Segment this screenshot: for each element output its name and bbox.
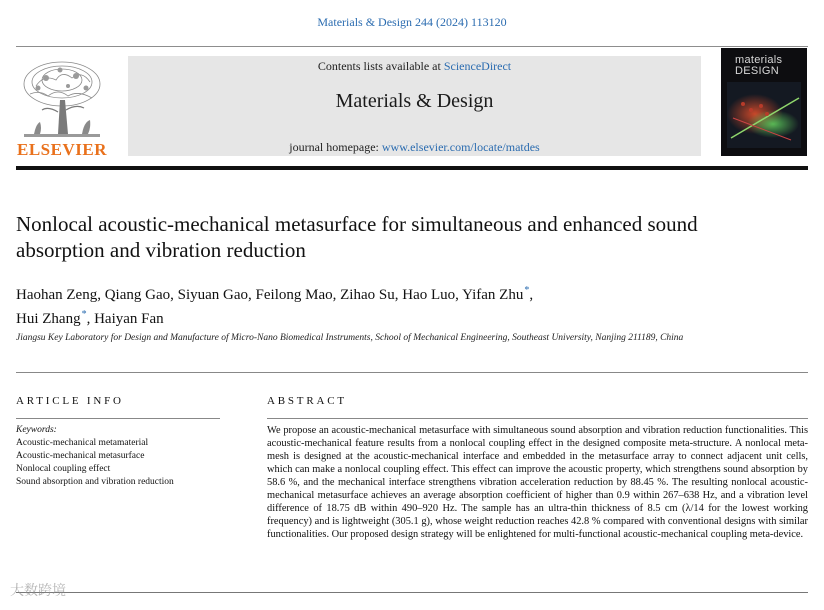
abstract-rule xyxy=(267,418,808,419)
elsevier-logo[interactable] xyxy=(16,56,108,160)
article-info-heading: ARTICLE INFO xyxy=(16,395,124,407)
header-divider xyxy=(16,46,808,47)
cover-title-line1: materials xyxy=(735,54,783,66)
author-separator: , xyxy=(97,287,105,303)
author-separator: , xyxy=(86,311,95,327)
watermark-label: 大数跨境 xyxy=(10,583,66,599)
contents-prefix: Contents lists available at xyxy=(317,59,444,73)
author-separator: , xyxy=(170,287,178,303)
contents-line xyxy=(128,59,701,74)
journal-citation[interactable]: Materials & Design 244 (2024) 113120 xyxy=(317,15,507,29)
author-name[interactable]: Zihao Su xyxy=(340,287,395,303)
article-title: Nonlocal acoustic-mechanical metasurface for simultaneous and enhanced sound absorption and vibration reduction xyxy=(16,212,698,262)
abstract-heading: ABSTRACT xyxy=(267,395,347,407)
cover-title-line2: DESIGN xyxy=(735,65,779,77)
journal-cover-image[interactable] xyxy=(721,48,807,156)
corresponding-author-mark[interactable]: * xyxy=(81,309,87,320)
keyword-item: Nonlocal coupling effect xyxy=(16,464,111,474)
homepage-prefix: journal homepage: xyxy=(289,140,382,154)
article-info-rule xyxy=(16,418,220,419)
author-name[interactable]: Yifan Zhu xyxy=(462,287,524,303)
author-separator: , xyxy=(332,287,341,303)
author-affiliation: Jiangsu Key Laboratory for Design and Manufacture of Micro-Nano Biomedical Instruments, School of Mechanical Engineering, Southeast University, Nanjing 211189, China xyxy=(16,333,684,343)
author-name[interactable]: Hao Luo xyxy=(402,287,456,303)
abstract-text: We propose an acoustic-mechanical metasurface with simultaneous sound absorption and vibration reduction functionalities. This acoustic-mechanical feature results from a nonlocal coupling effect in the designed composite meta-structure. A nonlocal meta-mesh is designed at the acoustic-mechanical interface and embedded in the metasurface array to connect adjacent unit cells, which can make a nonlocal coupling effect. This effect can improve the acoustic property, which strengthens sound absorption by 58.6 %, and the mechanical interface strengthens vibration acceleration reduction by 88.45 %. The resulting nonlocal acoustic-mechanical metasurface achieves an average absorption coefficient of higher than 0.9 within 267–638 Hz, and a vibration level difference of 18.75 dB within 490–920 Hz. The sample has an ultra-thin thickness of 8.5 cm (λ/14 for the lowest working frequency) and is lightweight (305.1 g), whose weight reduction reaches 42.8 % compared with conventional designs with similar functionalities. Our proposed design strategy will be enlightened for multi-functional acoustic-mechanical coupling meta-device. xyxy=(267,425,808,540)
keyword-item: Acoustic-mechanical metamaterial xyxy=(16,438,149,448)
elsevier-wordmark: ELSEVIER xyxy=(17,140,107,159)
author-name[interactable]: Qiang Gao xyxy=(104,287,171,303)
author-name[interactable]: Haohan Zeng xyxy=(16,287,98,303)
section-divider xyxy=(16,372,808,373)
author-name[interactable]: Haiyan Fan xyxy=(94,311,164,327)
author-separator: , xyxy=(248,287,256,303)
journal-homepage-line xyxy=(128,140,701,155)
author-separator: , xyxy=(394,287,403,303)
elsevier-tree-icon xyxy=(16,56,108,140)
header-bottom-rule xyxy=(16,166,808,170)
corresponding-author-mark[interactable]: * xyxy=(524,285,530,296)
author-separator: , xyxy=(529,287,534,303)
journal-header xyxy=(128,56,701,156)
footer-rule xyxy=(16,592,808,593)
author-name[interactable]: Siyuan Gao xyxy=(177,287,249,303)
journal-name: Materials & Design xyxy=(335,90,494,112)
sciencedirect-link[interactable]: ScienceDirect xyxy=(443,59,512,73)
author-separator: , xyxy=(455,287,463,303)
author-list xyxy=(16,281,656,329)
keywords-label: Keywords: xyxy=(16,425,57,435)
author-name[interactable]: Hui Zhang xyxy=(16,311,81,327)
journal-homepage-link[interactable]: www.elsevier.com/locate/matdes xyxy=(381,140,540,154)
keyword-item: Sound absorption and vibration reduction xyxy=(16,477,174,487)
keywords-block xyxy=(16,424,236,489)
keyword-item: Acoustic-mechanical metasurface xyxy=(16,451,145,461)
author-name[interactable]: Feilong Mao xyxy=(255,287,333,303)
